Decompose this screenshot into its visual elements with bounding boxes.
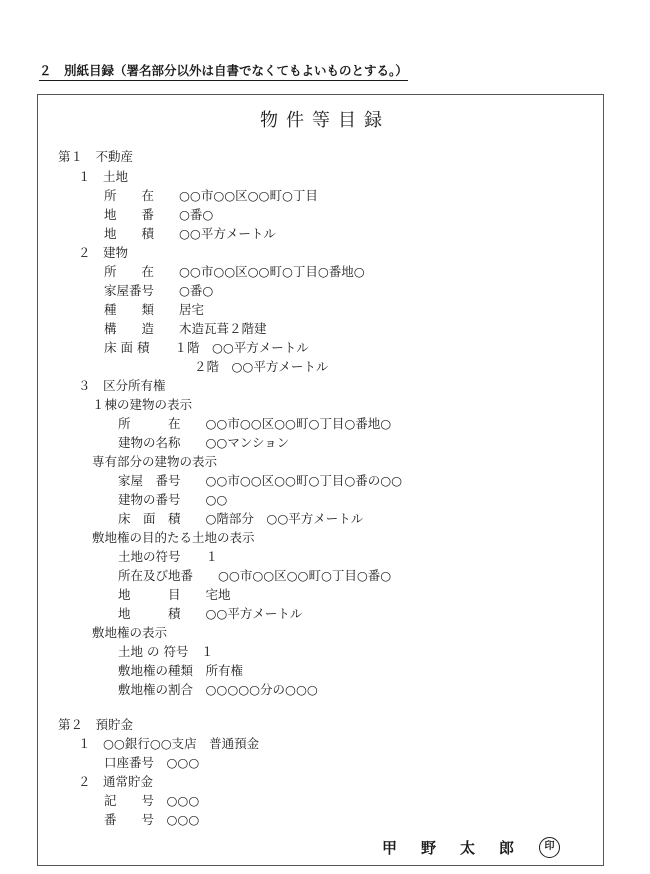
- site-land-location: 所在及び地番 ○○市○○区○○町○丁目○番○: [118, 568, 392, 583]
- document-title: 物件等目録: [260, 110, 390, 131]
- whole-building-name: 建物の名称 ○○マンション: [118, 435, 290, 450]
- section-deposits: 第２ 預貯金: [58, 717, 134, 732]
- item-bank-deposit: １ ○○銀行○○支店 普通預金: [78, 736, 260, 751]
- land-location: 所 在 ○○市○○区○○町○丁目: [104, 188, 318, 203]
- building-type: 種 類 居宅: [104, 302, 205, 317]
- section-heading: ２ 別紙目録（署名部分以外は自書でなくてもよいものとする。）: [39, 63, 408, 81]
- site-land-code: 土地の符号 １: [118, 549, 219, 564]
- signature-char-4: 郎: [499, 839, 515, 857]
- land-lot-number: 地 番 ○番○: [104, 207, 214, 222]
- site-land-category: 地 目 宅地: [118, 587, 231, 602]
- building-floor-area-2: ２階 ○○平方メートル: [194, 359, 329, 374]
- whole-building-heading: １棟の建物の表示: [92, 397, 193, 412]
- site-right-ratio: 敷地権の割合 ○○○○○分の○○○: [118, 682, 318, 697]
- land-area: 地 積 ○○平方メートル: [104, 226, 276, 241]
- exclusive-floor-area: 床 面 積 ○階部分 ○○平方メートル: [118, 511, 364, 526]
- site-right-land-code: 土地 の 符号 １: [118, 644, 214, 659]
- site-right-heading: 敷地権の表示: [92, 625, 168, 640]
- postal-savings-number: 番 号 ○○○: [104, 812, 200, 827]
- building-floor-area-1: 床 面 積 １階 ○○平方メートル: [104, 340, 309, 355]
- building-house-number: 家屋番号 ○番○: [104, 283, 214, 298]
- building-location: 所 在 ○○市○○区○○町○丁目○番地○: [104, 264, 365, 279]
- exclusive-building-number: 建物の番号 ○○: [118, 492, 228, 507]
- item-land: １ 土地: [78, 169, 129, 184]
- seal-stamp: 印: [539, 837, 560, 858]
- signature-char-3: 太: [460, 839, 476, 857]
- signature-char-2: 野: [421, 839, 437, 857]
- item-postal-savings: ２ 通常貯金: [78, 774, 154, 789]
- site-land-heading: 敷地権の目的たる土地の表示: [92, 530, 255, 545]
- item-condominium: ３ 区分所有権: [78, 378, 166, 393]
- building-structure: 構 造 木造瓦葺２階建: [104, 321, 267, 336]
- bank-account-number: 口座番号 ○○○: [104, 755, 200, 770]
- whole-building-location: 所 在 ○○市○○区○○町○丁目○番地○: [118, 416, 392, 431]
- exclusive-house-number: 家屋 番号 ○○市○○区○○町○丁目○番の○○: [118, 473, 403, 488]
- site-right-type: 敷地権の種類 所有権: [118, 663, 244, 678]
- site-land-area: 地 積 ○○平方メートル: [118, 606, 303, 621]
- item-building: ２ 建物: [78, 245, 129, 260]
- exclusive-part-heading: 専有部分の建物の表示: [92, 454, 218, 469]
- postal-savings-symbol: 記 号 ○○○: [104, 793, 200, 808]
- signature-char-1: 甲: [382, 839, 398, 857]
- section-real-estate: 第１ 不動産: [58, 149, 134, 164]
